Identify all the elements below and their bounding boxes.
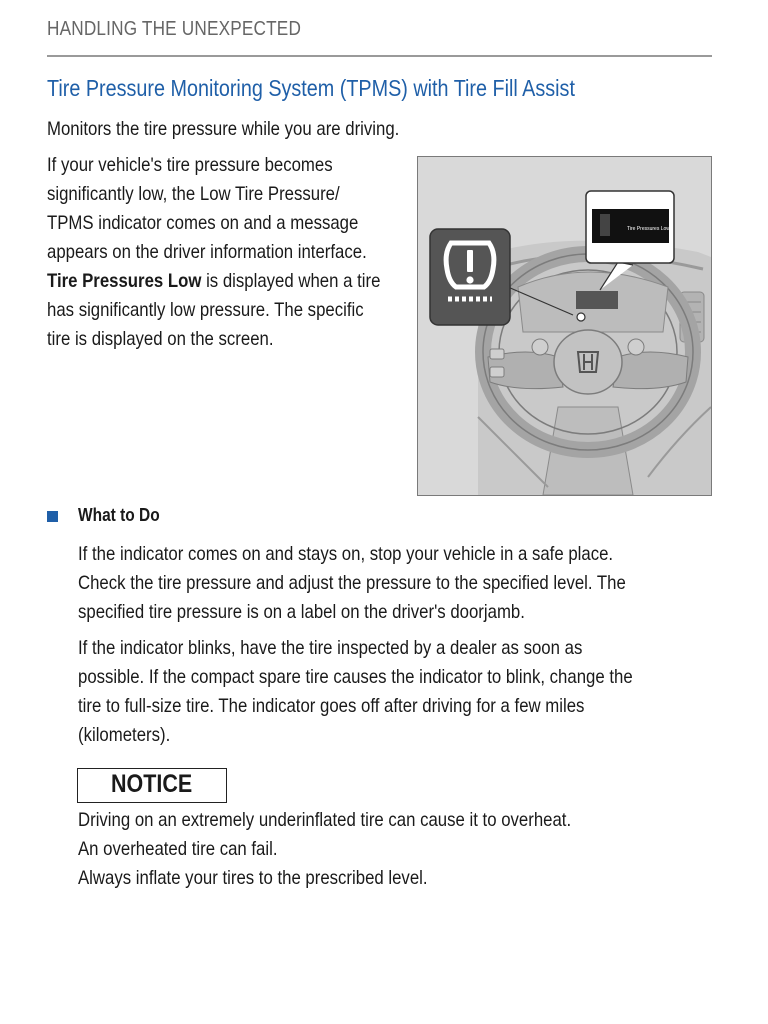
notice-line: An overheated tire can fail. bbox=[78, 838, 278, 860]
intro-paragraph bbox=[47, 115, 457, 144]
information-display bbox=[576, 291, 618, 309]
body-line bbox=[47, 267, 380, 296]
section-header: HANDLING THE UNEXPECTED bbox=[47, 18, 302, 40]
paragraph-line: specified tire pressure is on a label on the driver's doorjamb. bbox=[78, 601, 525, 623]
notice-label: NOTICE bbox=[111, 770, 193, 798]
indicator-location bbox=[577, 313, 585, 321]
message-name: Tire Pressures Low bbox=[47, 270, 202, 292]
paragraph-line: (kilometers). bbox=[78, 724, 171, 746]
body-line: tire is displayed on the screen. bbox=[47, 328, 274, 350]
body-line: appears on the driver information interface. bbox=[47, 241, 367, 263]
display-message: Tire Pressures Low bbox=[627, 226, 670, 232]
notice-line: Driving on an extremely underinflated tire can cause it to overheat. bbox=[78, 809, 572, 831]
body-line-rest: is displayed when a tire bbox=[201, 270, 381, 292]
what-to-do-paragraph-2 bbox=[78, 634, 723, 750]
header-divider bbox=[47, 55, 712, 57]
body-line: TPMS indicator comes on and a message bbox=[47, 212, 359, 234]
what-to-do-paragraph-1 bbox=[78, 540, 715, 627]
what-to-do-heading: What to Do bbox=[78, 505, 160, 525]
paragraph-line: possible. If the compact spare tire causes the indicator to blink, change the bbox=[78, 666, 633, 688]
dashboard-illustration bbox=[417, 156, 712, 496]
body-line: has significantly low pressure. The specific bbox=[47, 299, 364, 321]
tpms-description bbox=[47, 151, 435, 354]
body-line: If your vehicle's tire pressure becomes bbox=[47, 154, 333, 176]
paragraph-line: If the indicator comes on and stays on, stop your vehicle in a safe place. bbox=[78, 543, 614, 565]
notice-text bbox=[78, 806, 651, 893]
paragraph-line: tire to full-size tire. The indicator goes off after driving for a few miles bbox=[78, 695, 585, 717]
notice-line: Always inflate your tires to the prescribed level. bbox=[78, 867, 428, 889]
paragraph-line: Check the tire pressure and adjust the pressure to the specified level. The bbox=[78, 572, 626, 594]
bullet-square-icon bbox=[47, 511, 58, 522]
paragraph-line: If the indicator blinks, have the tire inspected by a dealer as soon as bbox=[78, 637, 583, 659]
intro-text: Monitors the tire pressure while you are driving. bbox=[47, 118, 400, 140]
steering-wheel-drawing bbox=[418, 157, 711, 495]
page-title: Tire Pressure Monitoring System (TPMS) with Tire Fill Assist bbox=[47, 75, 575, 101]
car-silhouette-icon bbox=[600, 214, 610, 236]
body-line: significantly low, the Low Tire Pressure/ bbox=[47, 183, 340, 205]
